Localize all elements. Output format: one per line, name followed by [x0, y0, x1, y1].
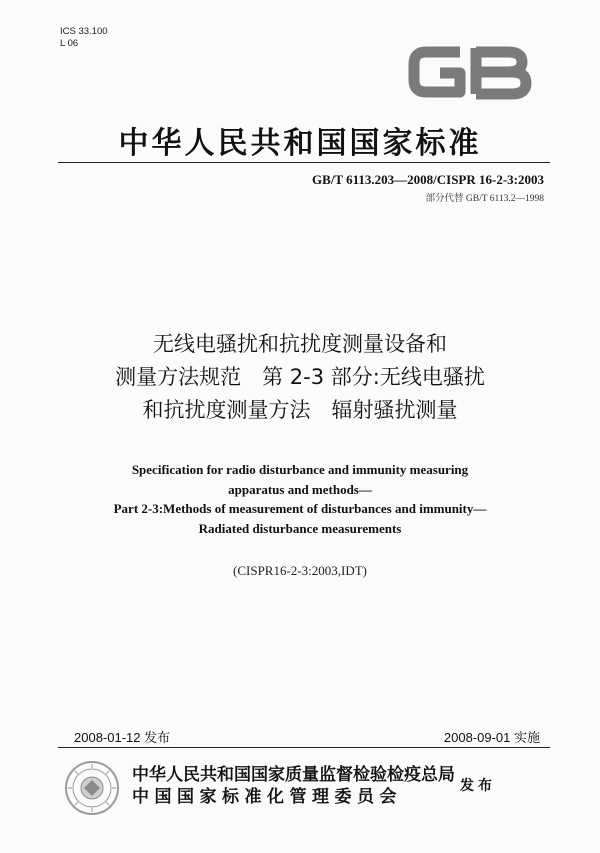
publish-label: 发布 [460, 778, 496, 794]
replaces-note: 部分代替 GB/T 6113.2—1998 [425, 194, 544, 204]
issuer-aqsiq: 中华人民共和国国家质量监督检验检疫总局 [132, 765, 455, 785]
official-seal-icon [64, 760, 120, 816]
chinese-title-line-1: 无线电骚扰和抗扰度测量设备和 [153, 332, 447, 356]
ics-code: ICS 33.100 [60, 26, 108, 37]
issuing-authorities [132, 764, 455, 808]
ccs-code: L 06 [60, 38, 79, 49]
classification-codes [60, 26, 108, 50]
chinese-title-line-3: 和抗扰度测量方法 辐射骚扰测量 [142, 398, 458, 422]
standard-title: 中华人民共和国国家标准 [118, 126, 482, 161]
standard-number: GB/T 6113.203—2008/CISPR 16-2-3:2003 [312, 172, 544, 187]
chinese-title-line-2: 测量方法规范 第 2-3 部分:无线电骚扰 [115, 365, 485, 389]
english-title-line-4: Radiated disturbance measurements [198, 520, 402, 536]
issue-date: 2008-01-12 发布 [74, 730, 171, 745]
english-title-line-3: Part 2-3:Methods of measurement of disturbances and immunity— [113, 501, 487, 516]
equivalence-note: (CISPR16-2-3:2003,IDT) [233, 563, 367, 578]
issuer-sac: 中国国家标准化管理委员会 [132, 787, 402, 807]
implementation-date: 2008-09-01 实施 [443, 730, 540, 745]
english-title-line-2: apparatus and methods— [228, 481, 372, 497]
header-divider [58, 162, 550, 163]
chinese-title [0, 328, 600, 427]
footer-divider [58, 747, 550, 748]
gb-logo [404, 40, 536, 102]
english-title [0, 460, 600, 538]
english-title-line-1: Specification for radio disturbance and immunity measuring [131, 462, 469, 477]
